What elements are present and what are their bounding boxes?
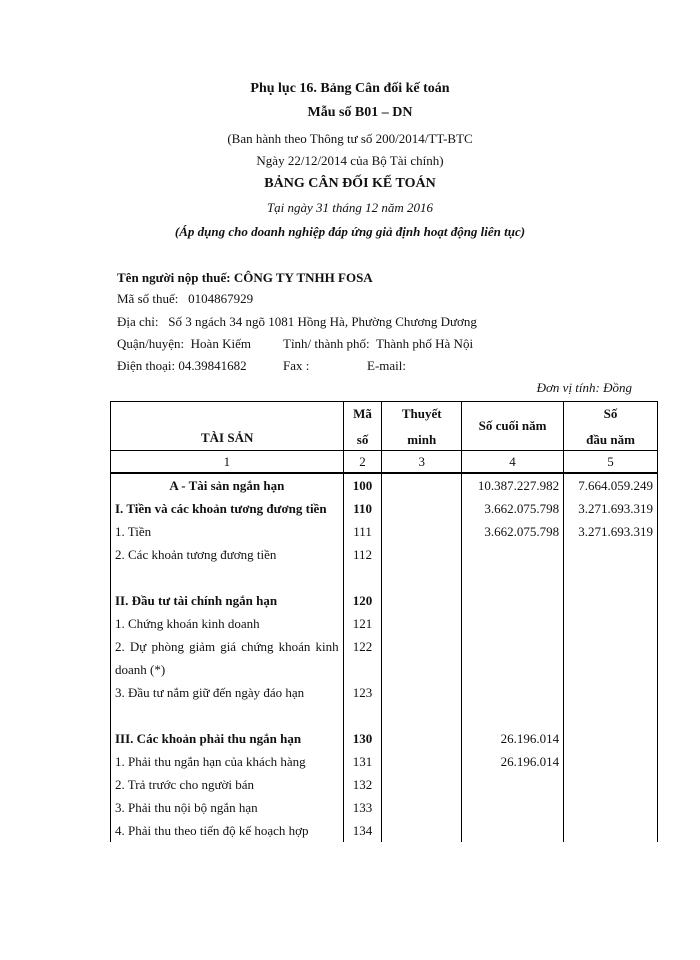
- row-start-value: [564, 681, 658, 704]
- table-row: [111, 681, 658, 704]
- row-start-value: 3.271.693.319: [564, 520, 658, 543]
- applicability-note: (Áp dụng cho doanh nghiệp đáp ứng giả định hoạt động liên tục): [174, 224, 526, 239]
- row-start-value: 7.664.059.249: [564, 473, 658, 497]
- row-code: 100: [343, 473, 382, 497]
- phone-label: Điện thoại:: [117, 358, 176, 373]
- currency-unit: Đơn vị tính: Đồng: [536, 380, 632, 395]
- row-end-value: 26.196.014: [462, 750, 564, 773]
- row-start-value: [564, 750, 658, 773]
- city: [283, 336, 473, 352]
- row-name: 2. Dự phòng giảm giá chứng khoán kinh doanh (*): [111, 635, 344, 681]
- row-start-value: [564, 796, 658, 819]
- header-start-line2: đầu năm: [586, 432, 635, 447]
- row-code: 111: [343, 520, 382, 543]
- row-end-value: 26.196.014: [462, 727, 564, 750]
- row-name: 3. Phải thu nội bộ ngắn hạn: [111, 796, 344, 819]
- row-start-value: [564, 819, 658, 842]
- row-note: [382, 819, 462, 842]
- table-row: [111, 635, 658, 681]
- column-index: 3: [382, 451, 462, 474]
- row-name: 2. Trả trước cho người bán: [111, 773, 344, 796]
- header-start-year: [564, 402, 658, 451]
- table-row: [111, 727, 658, 750]
- row-code: 121: [343, 612, 382, 635]
- table-row: [111, 773, 658, 796]
- row-name: II. Đầu tư tài chính ngắn hạn: [111, 589, 344, 612]
- row-code: 131: [343, 750, 382, 773]
- header-assets: TÀI SẢN: [111, 402, 344, 451]
- header-code: [343, 402, 382, 451]
- spacer-row: [111, 704, 658, 727]
- spacer-row: [111, 566, 658, 589]
- row-name: 3. Đầu tư nắm giữ đến ngày đáo hạn: [111, 681, 344, 704]
- city-value: Thành phố Hà Nội: [375, 336, 474, 351]
- table-row: [111, 750, 658, 773]
- tax-code-value: 0104867929: [188, 291, 254, 306]
- row-end-value: 10.387.227.982: [462, 473, 564, 497]
- row-end-value: [462, 589, 564, 612]
- table-row: [111, 520, 658, 543]
- email-label: E-mail:: [367, 358, 406, 373]
- district: [117, 336, 251, 352]
- row-note: [382, 727, 462, 750]
- phone: [117, 358, 247, 374]
- header-code-line2: số: [356, 432, 369, 447]
- table-row: [111, 796, 658, 819]
- row-name: 1. Tiền: [111, 520, 344, 543]
- row-end-value: [462, 796, 564, 819]
- row-code: 120: [343, 589, 382, 612]
- address-value: Số 3 ngách 34 ngõ 1081 Hồng Hà, Phường Chương Dương: [168, 314, 477, 329]
- row-end-value: [462, 819, 564, 842]
- row-end-value: [462, 681, 564, 704]
- document-title: BẢNG CÂN ĐỐI KẾ TOÁN: [264, 176, 436, 191]
- row-end-value: [462, 612, 564, 635]
- table-row: [111, 473, 658, 497]
- row-note: [382, 520, 462, 543]
- city-label: Tỉnh/ thành phố:: [283, 336, 370, 351]
- issued-by-line2: Ngày 22/12/2014 của Bộ Tài chính): [256, 153, 444, 168]
- district-value: Hoàn Kiếm: [190, 336, 251, 351]
- address-label: Địa chỉ:: [117, 314, 159, 329]
- report-date: Tại ngày 31 tháng 12 năm 2016: [266, 200, 434, 215]
- table-header-row: [111, 402, 658, 451]
- row-end-value: [462, 635, 564, 681]
- row-note: [382, 543, 462, 566]
- table-row: [111, 589, 658, 612]
- column-index: 4: [462, 451, 564, 474]
- header-note-line2: minh: [407, 432, 437, 447]
- row-end-value: 3.662.075.798: [462, 497, 564, 520]
- table-row: [111, 819, 658, 842]
- row-name: 4. Phải thu theo tiến độ kế hoạch hợp: [111, 819, 344, 842]
- row-note: [382, 612, 462, 635]
- row-name: III. Các khoản phải thu ngắn hạn: [111, 727, 344, 750]
- row-code: 133: [343, 796, 382, 819]
- row-note: [382, 773, 462, 796]
- taxpayer-name-label: Tên người nộp thuế:: [117, 270, 231, 285]
- address: [117, 314, 477, 330]
- row-start-value: [564, 543, 658, 566]
- district-label: Quận/huyện:: [117, 336, 185, 351]
- issued-by-line1: (Ban hành theo Thông tư số 200/2014/TT-BTC: [227, 131, 473, 146]
- header-end-year: Số cuối năm: [462, 402, 564, 451]
- row-start-value: [564, 727, 658, 750]
- row-name: A - Tài sản ngắn hạn: [111, 473, 344, 497]
- row-code: 132: [343, 773, 382, 796]
- row-start-value: [564, 635, 658, 681]
- row-note: [382, 681, 462, 704]
- row-note: [382, 473, 462, 497]
- row-name: 2. Các khoản tương đương tiền: [111, 543, 344, 566]
- row-start-value: [564, 589, 658, 612]
- tax-code-label: Mã số thuế:: [117, 291, 179, 306]
- column-index: 5: [564, 451, 658, 474]
- column-index-row: [111, 451, 658, 474]
- header-note: [382, 402, 462, 451]
- row-start-value: [564, 773, 658, 796]
- row-name: 1. Phải thu ngắn hạn của khách hàng: [111, 750, 344, 773]
- row-note: [382, 497, 462, 520]
- row-start-value: [564, 612, 658, 635]
- row-name: 1. Chứng khoán kinh doanh: [111, 612, 344, 635]
- tax-code: [117, 291, 253, 307]
- row-end-value: 3.662.075.798: [462, 520, 564, 543]
- taxpayer-name-value: CÔNG TY TNHH FOSA: [233, 270, 373, 285]
- taxpayer-name: [117, 270, 373, 286]
- row-code: 130: [343, 727, 382, 750]
- row-code: 122: [343, 635, 382, 681]
- phone-value: 04.39841682: [178, 358, 247, 373]
- fax-label: Fax :: [283, 358, 310, 373]
- row-note: [382, 635, 462, 681]
- row-note: [382, 750, 462, 773]
- form-code: Mẫu số B01 – DN: [307, 105, 413, 120]
- table-row: [111, 497, 658, 520]
- row-code: 123: [343, 681, 382, 704]
- column-index: 2: [343, 451, 382, 474]
- header-start-line1: Số: [603, 406, 618, 421]
- row-code: 134: [343, 819, 382, 842]
- row-code: 112: [343, 543, 382, 566]
- header-note-line1: Thuyết: [401, 406, 442, 421]
- row-name: I. Tiền và các khoản tương đương tiền: [111, 497, 344, 520]
- table-row: [111, 612, 658, 635]
- row-note: [382, 589, 462, 612]
- row-end-value: [462, 773, 564, 796]
- row-code: 110: [343, 497, 382, 520]
- table-row: [111, 543, 658, 566]
- column-index: 1: [111, 451, 344, 474]
- appendix-title: Phụ lục 16. Bảng Cân đối kế toán: [250, 81, 450, 96]
- header-code-line1: Mã: [353, 406, 372, 421]
- row-end-value: [462, 543, 564, 566]
- row-start-value: 3.271.693.319: [564, 497, 658, 520]
- balance-sheet-table: [110, 401, 658, 842]
- row-note: [382, 796, 462, 819]
